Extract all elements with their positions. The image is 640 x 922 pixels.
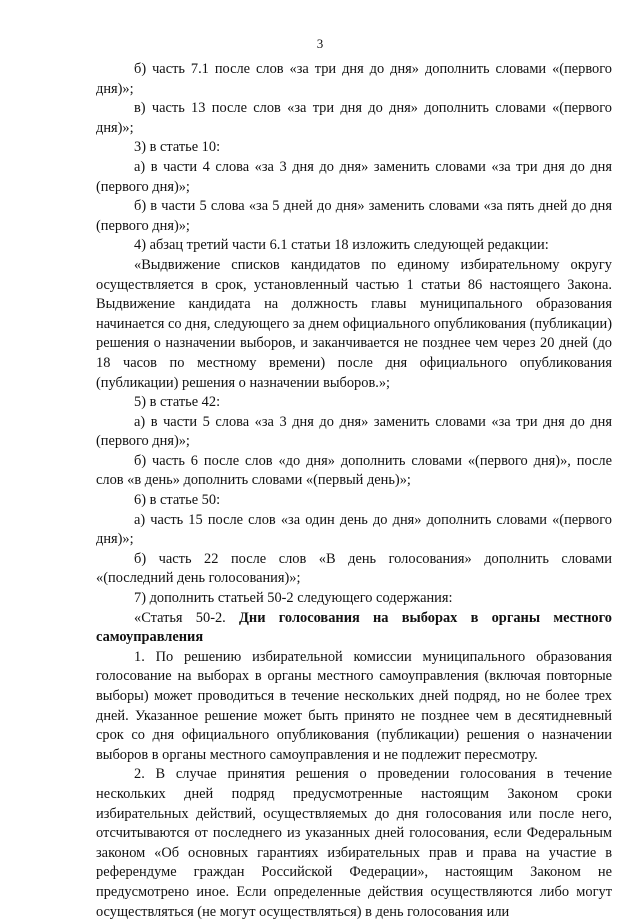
paragraph: 7) дополнить статьей 50-2 следующего содержания: (134, 590, 453, 607)
article-heading-prefix: «Статья 50-2. (134, 609, 240, 626)
paragraph: б) часть 7.1 после слов «за три дня до дня» дополнить словами «(первого дня)»; (96, 61, 612, 97)
paragraph: в) часть 13 после слов «за три дня до дня» дополнить словами «(первого дня)»; (96, 100, 612, 136)
article-heading-title: Дни голосования на выборах в органы местного самоуправления (96, 609, 612, 646)
paragraph: 5) в статье 42: (134, 394, 221, 411)
article-paragraph: 1. По решению избирательной комиссии муниципального образования голосование на выборах в органы местного самоуправления (включая повторные выборы) может проводиться в течение нескольких дней подряд, но не более трех дней. Указанное решение может быть принято не позднее чем в десятидневный срок со дня официального опубликования (публикации) решения о назначении выборов в органы местного самоуправления и не подлежит пересмотру. (96, 648, 612, 763)
paragraph: б) в части 5 слова «за 5 дней до дня» заменить словами «за пять дней до дня (первого дня)»; (96, 198, 612, 234)
paragraph: 6) в статье 50: (134, 492, 221, 509)
paragraph: б) часть 6 после слов «до дня» дополнить словами «(первого дня)», после слов «в день» дополнить словами «(первый день)»; (96, 452, 612, 489)
quoted-paragraph: «Выдвижение списков кандидатов по единому избирательному округу осуществляется в срок, установленный частью 1 статьи 86 настоящего Закона. Выдвижение кандидата на должность главы муниципального образования начинается со дня, следующего за днем официального опубликования (публикации) решения о назначении выборов, и заканчивается не позднее чем через 20 дней (до 18 часов по местному времени) после дня официального опубликования (публикации) решения о назначении выборов.»; (96, 256, 612, 391)
paragraph: 3) в статье 10: (134, 139, 221, 156)
page-number: 3 (316, 36, 324, 51)
paragraph: б) часть 22 после слов «В день голосования» дополнить словами «(последний день голосования)»; (96, 550, 612, 587)
paragraph: 4) абзац третий части 6.1 статьи 18 изложить следующей редакции: (134, 237, 549, 254)
article-paragraph: 2. В случае принятия решения о проведении голосования в течение нескольких дней подряд предусмотренные настоящим Законом сроки избирательных действий, осуществляемых до дня голосования или после него, отсчитываются от последнего из указанных дней голосования, если Федеральным законом «Об основных гарантиях избирательных прав и права на участие в референдуме граждан Российской Федерации», настоящим Законом не предусмотрено иное. Если определенные действия осуществляются либо могут осуществляться (не могут осуществляться) в день голосования или (96, 766, 612, 920)
paragraph: а) в части 5 слова «за 3 дня до дня» заменить словами «за три дня до дня (первого дня)»; (96, 413, 612, 450)
paragraph: а) часть 15 после слов «за один день до дня» дополнить словами «(первого дня)»; (96, 511, 612, 548)
article-heading (96, 609, 612, 648)
paragraph: а) в части 4 слова «за 3 дня до дня» заменить словами «за три дня до дня (первого дня)»; (96, 158, 612, 195)
document-body (96, 60, 612, 922)
